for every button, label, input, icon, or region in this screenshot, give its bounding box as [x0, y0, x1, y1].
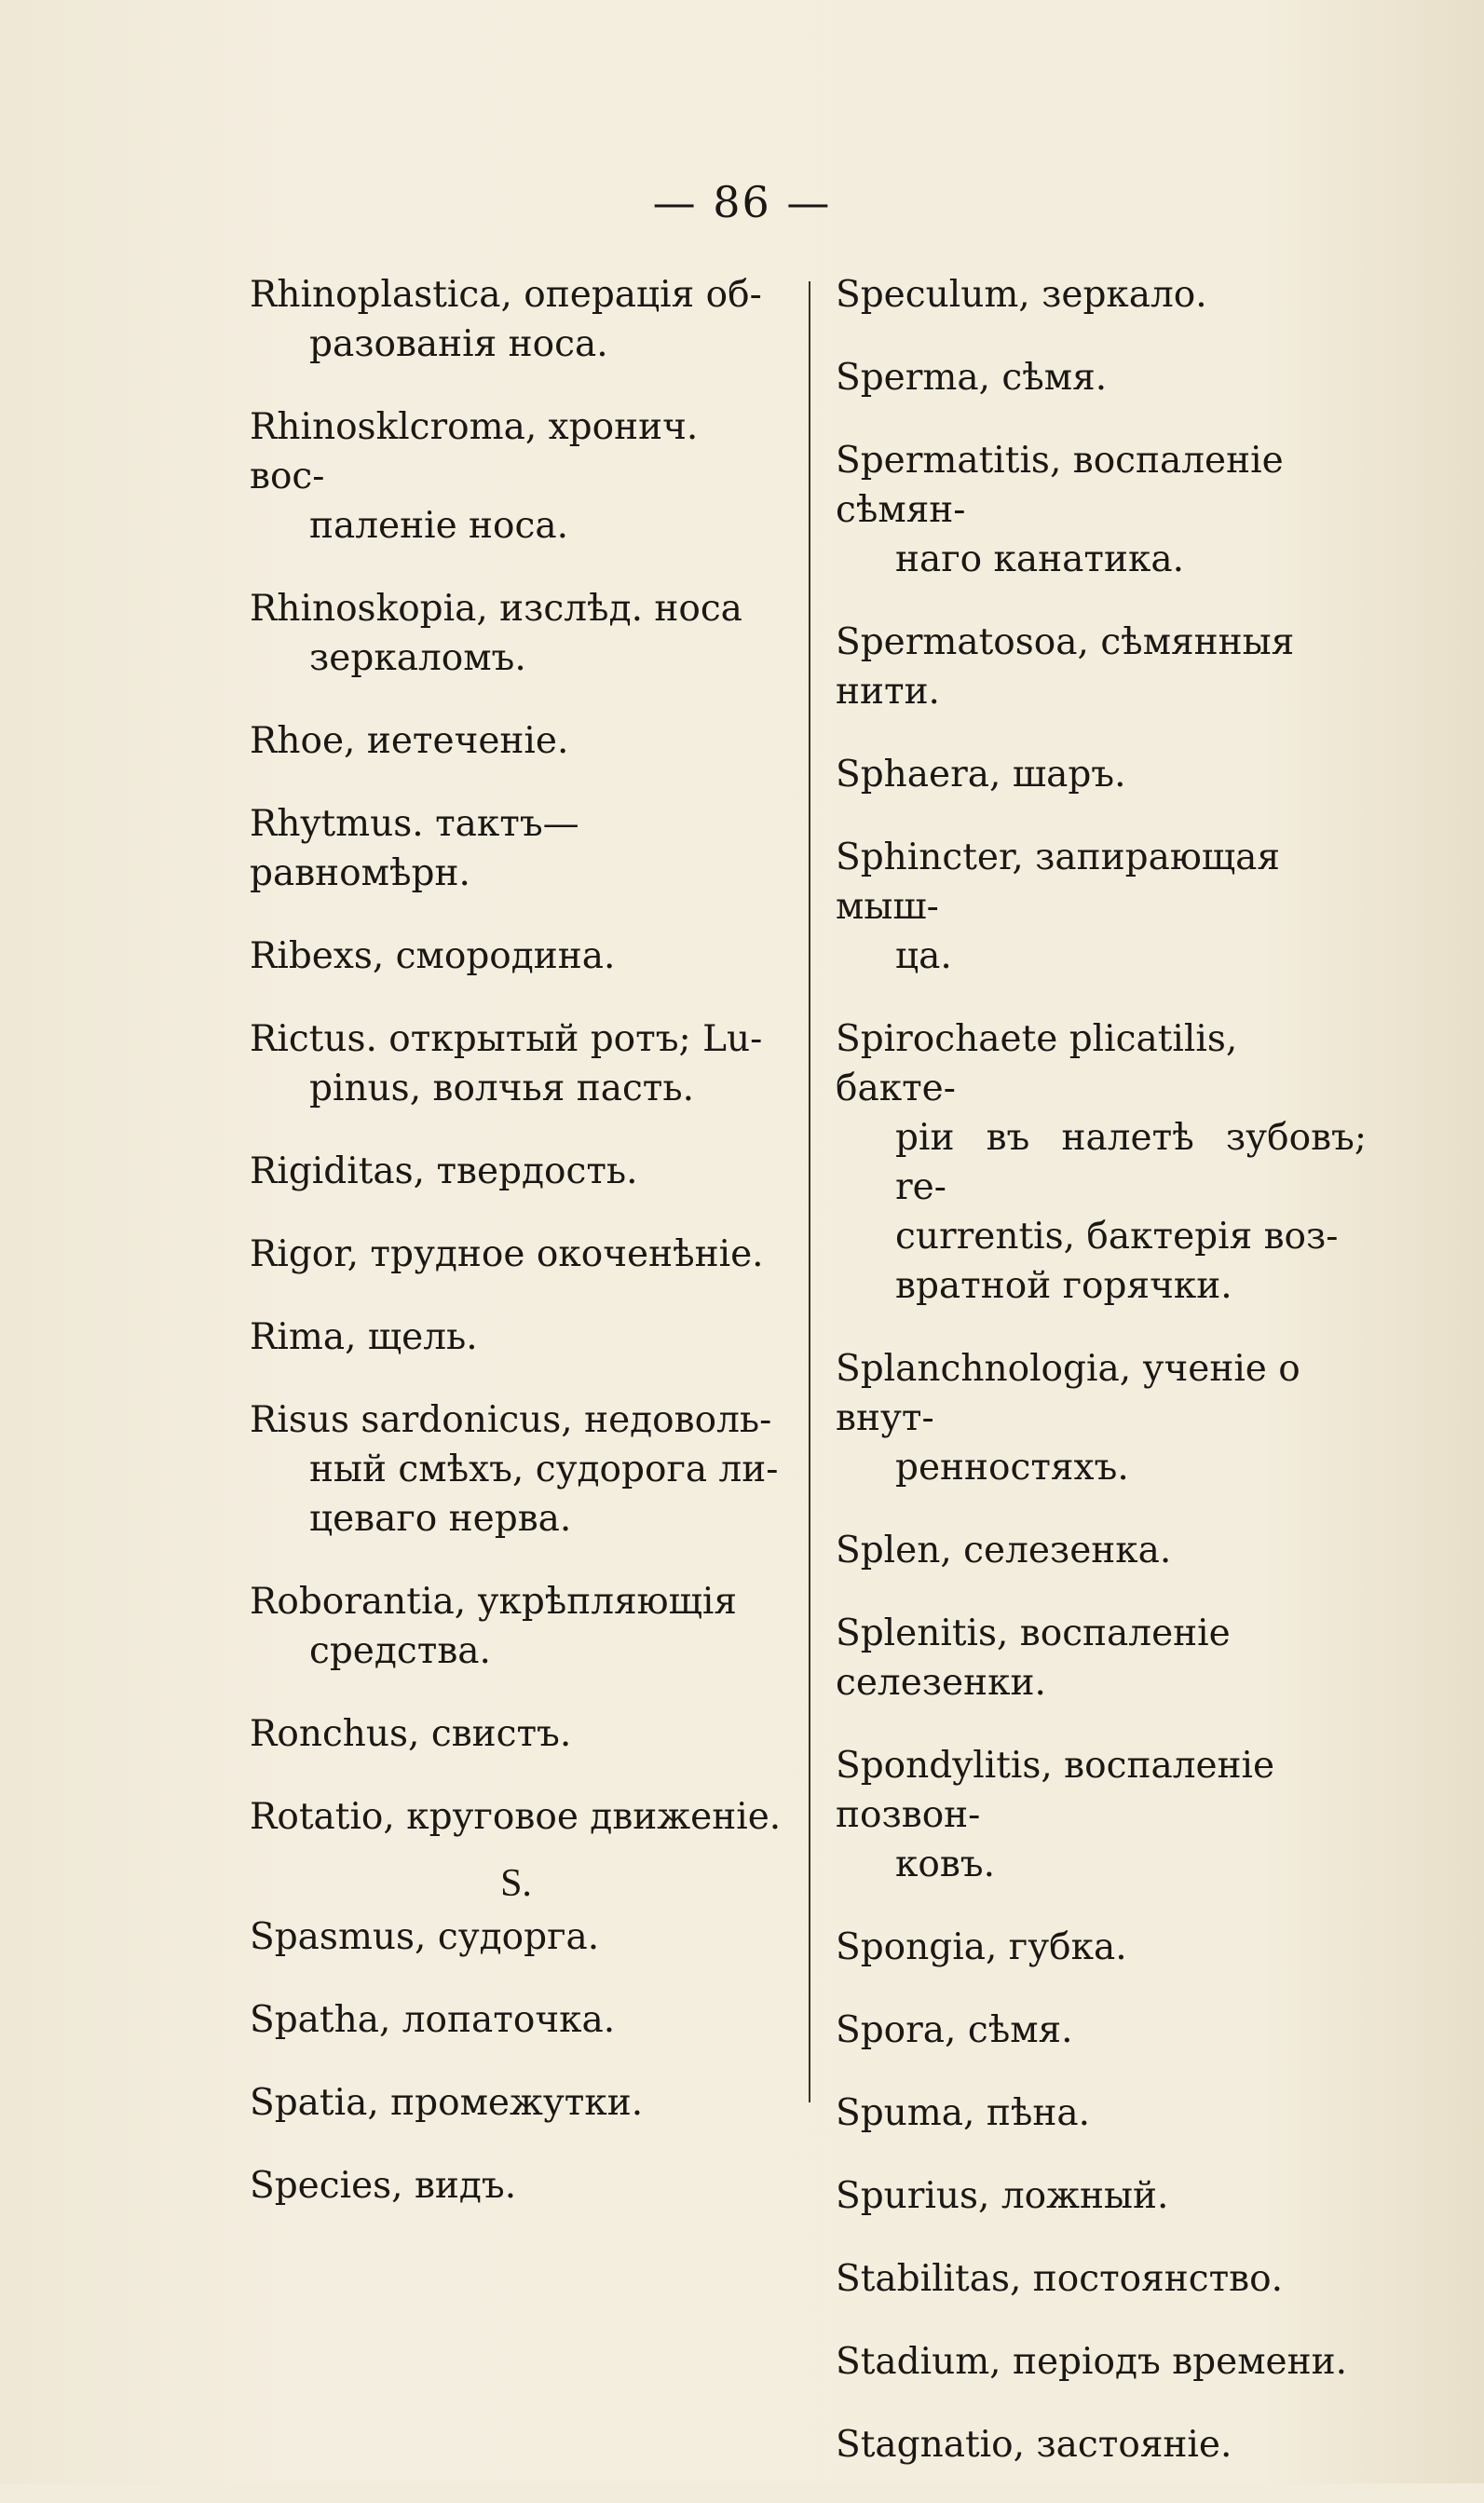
dictionary-entry — [836, 1344, 1367, 1492]
entry-continuation: ца. — [895, 935, 952, 977]
entry-line: Spasmus, судорга. — [250, 1916, 600, 1958]
entry-line: Speculum, зеркало. — [836, 274, 1207, 316]
dictionary-entry — [250, 716, 783, 766]
dictionary-entry — [836, 270, 1367, 320]
entry-continuation: currentis, бактерія воз- — [895, 1216, 1339, 1258]
entry-line: Rhinoplastica, операція об- — [250, 274, 762, 316]
dictionary-entry — [836, 2171, 1367, 2221]
entry-line: Ribexs, смородина. — [250, 935, 616, 977]
entry-line: Spurius, ложный. — [836, 2175, 1169, 2217]
entry-line: Rigiditas, твердость. — [250, 1150, 638, 1192]
dictionary-entry — [250, 799, 783, 898]
entry-line: Spatha, лопаточка. — [250, 1999, 616, 2041]
dictionary-entry — [250, 1230, 783, 1279]
entry-continuation: цеваго нерва. — [309, 1498, 572, 1540]
entry-continuation: ковъ. — [895, 1843, 996, 1885]
dictionary-entry — [836, 1609, 1367, 1707]
entry-line: Splanchnologia, ученіе о внут- — [836, 1348, 1300, 1439]
dictionary-entry — [836, 618, 1367, 716]
entry-continuation: ренностяхъ. — [895, 1447, 1129, 1489]
entry-line: Rhinosklcroma, хронич. вос- — [250, 406, 699, 497]
entry-line: Rima, щель. — [250, 1316, 478, 1358]
entry-line: Rhytmus. тактъ—равномѣрн. — [250, 803, 579, 894]
dictionary-entry — [836, 750, 1367, 799]
entry-line: Species, видъ. — [250, 2165, 517, 2207]
dictionary-entry — [836, 1741, 1367, 1889]
entry-line: Roborantia, укрѣпляющія — [250, 1581, 737, 1623]
column-divider — [809, 281, 810, 2102]
entry-line: Rhinoskopia, изслѣд. носа — [250, 588, 742, 630]
dictionary-entry — [250, 584, 783, 683]
entry-continuation: зеркаломъ. — [309, 637, 526, 679]
entry-line: Rigor, трудное окоченѣніе. — [250, 1233, 764, 1275]
dictionary-entry — [250, 270, 783, 369]
entry-line: Rictus. открытый ротъ; Lu- — [250, 1018, 763, 1060]
dictionary-entry — [836, 833, 1367, 981]
dictionary-entry — [836, 1923, 1367, 1972]
dictionary-entry — [836, 2088, 1367, 2138]
dictionary-entry — [250, 1577, 783, 1676]
entry-line: Spongia, губка. — [836, 1926, 1127, 1968]
entry-line: Spirochaete plicatilis, бакте- — [836, 1018, 1238, 1109]
entry-line: Spermatosoa, сѣмянныя нити. — [836, 621, 1295, 713]
dictionary-entry — [836, 353, 1367, 402]
entry-line: Rotatio, круговое движеніе. — [250, 1796, 782, 1838]
dictionary-entry — [250, 1395, 783, 1544]
entry-line: Rhoe, иетеченіе. — [250, 720, 569, 762]
dictionary-entry — [836, 2420, 1367, 2469]
dictionary-entry — [836, 2254, 1367, 2304]
entry-continuation: средства. — [309, 1630, 491, 1672]
dictionary-entry — [836, 2006, 1367, 2055]
entry-continuation: ный смѣхъ, судорога ли- — [309, 1449, 779, 1490]
dictionary-entry — [250, 2161, 783, 2211]
entry-continuation: паленіе носа. — [309, 505, 569, 547]
dictionary-entry — [250, 402, 783, 551]
entry-line: Splenitis, воспаленіе селезенки. — [836, 1612, 1231, 1704]
entry-line: Splen, селезенка. — [836, 1530, 1172, 1571]
dictionary-entry — [250, 1313, 783, 1362]
section-heading: S. — [500, 1862, 532, 1905]
entry-continuation: вратной горячки. — [895, 1265, 1232, 1307]
entry-line: Spora, сѣмя. — [836, 2009, 1073, 2051]
entry-line: Sphaera, шаръ. — [836, 754, 1126, 796]
dictionary-entry — [836, 2337, 1367, 2387]
entry-line: Ronchus, свистъ. — [250, 1713, 572, 1755]
right-column — [836, 270, 1367, 2503]
entry-line: Sperma, сѣмя. — [836, 357, 1108, 399]
dictionary-entry — [250, 1912, 783, 1962]
dictionary-entry — [250, 1792, 783, 1842]
dictionary-entry — [250, 2078, 783, 2128]
entry-continuation: наго канатика. — [895, 538, 1185, 580]
entry-line: Sphincter, запирающая мыш- — [836, 837, 1280, 928]
dictionary-entry — [250, 1995, 783, 2045]
entry-continuation: pinus, волчья пасть. — [309, 1068, 695, 1109]
left-column — [250, 270, 783, 2244]
entry-continuation: разованія носа. — [309, 323, 608, 365]
entry-continuation: ріи въ налетѣ зубовъ; re- — [895, 1117, 1367, 1208]
entry-line: Stabilitas, постоянство. — [836, 2258, 1283, 2300]
entry-line: Stagnatio, застояніе. — [836, 2424, 1232, 2466]
entry-line: Stadium, періодъ времени. — [836, 2341, 1347, 2383]
page-number: — 86 — — [652, 177, 832, 227]
dictionary-entry — [250, 1014, 783, 1113]
entry-line: Spermatitis, воспаленіе сѣмян- — [836, 440, 1284, 531]
dictionary-entry — [250, 1147, 783, 1196]
dictionary-entry — [836, 436, 1367, 584]
dictionary-entry — [836, 1526, 1367, 1575]
entry-line: Spatia, промежутки. — [250, 2082, 644, 2124]
entry-line: Spondylitis, воспаленіе позвон- — [836, 1745, 1275, 1836]
entry-line: Spuma, пѣна. — [836, 2092, 1090, 2134]
entry-line: Risus sardonicus, недоволь- — [250, 1399, 772, 1441]
dictionary-entry — [250, 1709, 783, 1759]
dictionary-entry — [250, 932, 783, 981]
dictionary-entry — [836, 1014, 1367, 1311]
